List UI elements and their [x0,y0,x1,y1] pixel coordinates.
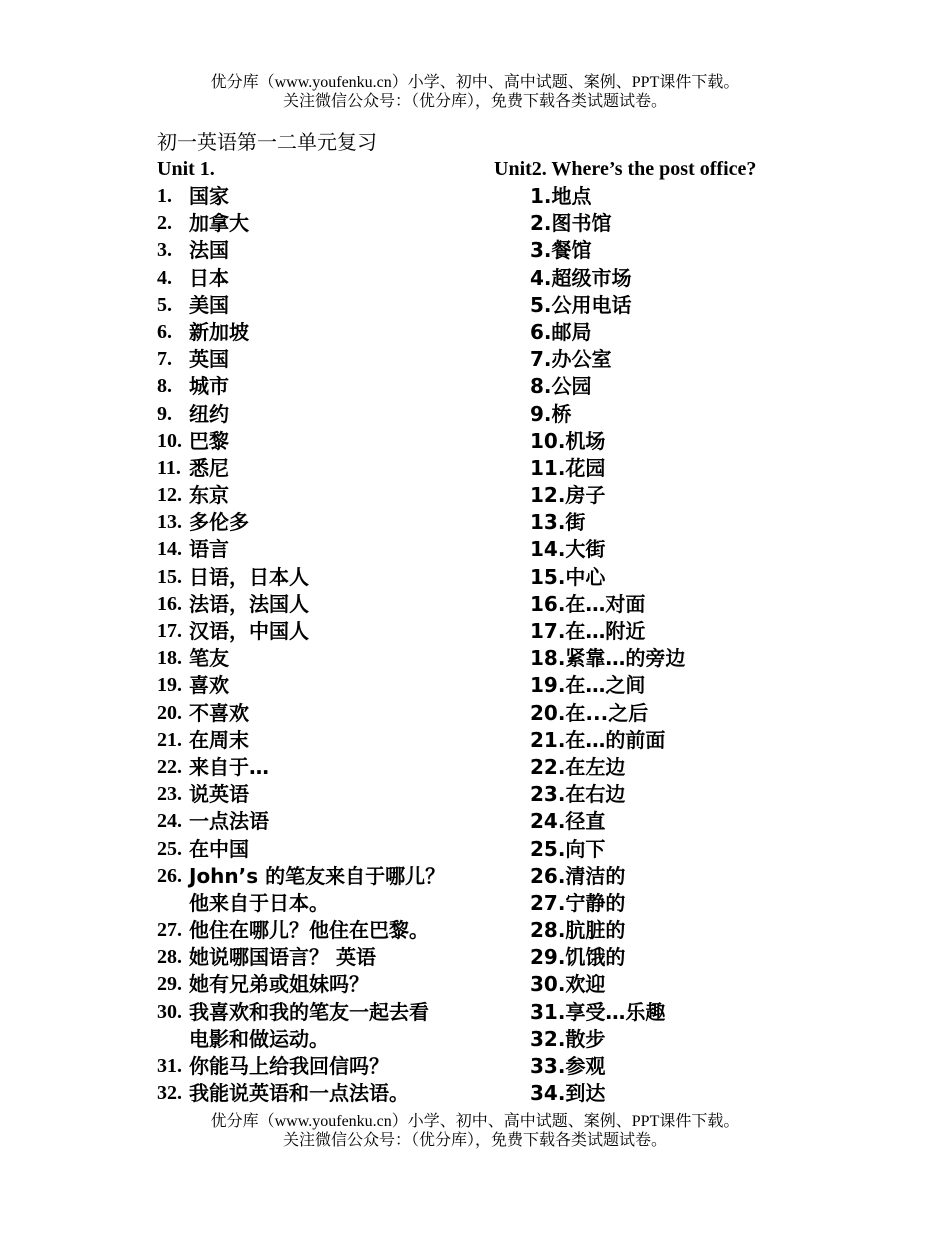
unit1-item-text: 不喜欢 [189,700,249,725]
unit1-item-number: 11. [157,456,181,479]
unit2-list-item: 4.超级市场 [530,265,632,290]
unit1-list-item [157,183,487,210]
unit2-list-item: 24.径直 [530,809,606,834]
unit1-item-text: 我喜欢和我的笔友一起去看 [189,999,429,1024]
unit1-item-number: 5. [157,293,172,316]
unit1-item-text: 新加坡 [189,319,249,344]
unit1-list-item [157,890,487,917]
unit2-list-item: 26.清洁的 [530,863,626,888]
unit1-list-item [157,536,487,563]
unit1-list-item [157,781,487,808]
unit2-list-item: 3.餐馆 [530,238,592,263]
unit1-list-item [157,727,487,754]
unit1-item-number: 32. [157,1082,182,1105]
unit2-list [494,183,914,1107]
unit1-list-item [157,754,487,781]
unit1-item-text: 巴黎 [189,428,229,453]
unit2-list-item: 19.在…之间 [530,673,646,698]
unit1-item-text: 她有兄弟或姐妹吗？ [189,972,369,997]
unit1-list-item [157,346,487,373]
unit2-list-item: 12.房子 [530,483,606,508]
unit1-list-item [157,292,487,319]
unit1-item-number: 22. [157,755,182,778]
unit1-item-text: 我能说英语和一点法语。 [189,1081,409,1106]
unit1-list-item [157,808,487,835]
unit1-list-item [157,836,487,863]
unit1-item-text: 法国 [189,238,229,263]
unit1-list-item [157,509,487,536]
unit1-item-number: 26. [157,864,182,887]
unit1-list-item [157,1080,487,1107]
unit1-item-text: 电影和做运动。 [189,1026,329,1051]
unit1-item-text: 在周末 [189,727,249,752]
footer-banner-line1: 优分库（www.youfenku.cn）小学、初中、高中试题、案例、PPT课件下载。 [210,1113,740,1130]
unit1-item-number: 18. [157,647,182,670]
unit1-item-number: 1. [157,185,172,207]
unit2-list-item: 7.办公室 [530,347,612,372]
unit1-item-number: 25. [157,837,182,860]
unit1-item-text: 汉语，中国人 [189,619,309,643]
unit1-item-text: 日语，日本人 [189,564,309,589]
unit2-list-item: 29.饥饿的 [530,945,626,970]
unit1-item-text: 日本 [189,265,229,290]
document-title: 初一英语第一二单元复习 [157,130,377,154]
unit1-item-text: 在中国 [189,836,249,861]
unit2-list-item: 8.公园 [530,374,592,399]
unit1-item-text: 国家 [189,184,229,208]
unit2-list-item: 16.在…对面 [530,591,646,616]
unit1-list-item [157,999,487,1026]
unit1-item-number: 29. [157,973,182,996]
unit1-list-item [157,319,487,346]
unit1-list [157,183,487,1107]
unit1-item-number: 7. [157,348,172,371]
unit2-list-item: 31.享受…乐趣 [530,999,666,1024]
unit1-item-text: 你能马上给我回信吗？ [189,1054,389,1078]
unit2-list-item: 5.公用电话 [530,292,632,317]
unit2-list-item: 10.机场 [530,428,606,453]
unit2-list-item: 30.欢迎 [530,972,606,997]
unit1-item-text: 东京 [189,483,229,508]
unit1-list-item [157,971,487,998]
unit2-list-item: 1.地点 [530,184,592,208]
unit1-list-item [157,917,487,944]
unit1-item-number: 28. [157,946,182,969]
unit1-item-text: 语言 [189,537,229,562]
unit1-list-item [157,373,487,400]
unit1-item-number: 4. [157,266,172,289]
unit1-item-number: 19. [157,674,182,697]
unit2-list-item: 34.到达 [530,1081,606,1106]
unit2-list-item: 14.大街 [530,537,606,562]
unit1-list-item [157,672,487,699]
unit1-list-item [157,863,487,890]
unit1-item-text: 法语，法国人 [189,591,309,616]
unit1-item-text: 来自于… [189,754,269,779]
unit2-list-item: 6.邮局 [530,319,592,344]
header-banner [0,73,950,111]
unit1-list-item [157,428,487,455]
unit1-list-item [157,265,487,292]
unit1-list-item [157,700,487,727]
unit1-list-item [157,401,487,428]
unit1-item-number: 14. [157,538,182,561]
unit1-item-text: 她说哪国语言？ 英语 [189,945,376,970]
unit1-column [157,156,487,1107]
unit1-list-item [157,1053,487,1080]
unit1-item-number: 3. [157,239,172,262]
unit1-item-number [157,890,189,917]
unit2-list-item: 9.桥 [530,401,572,426]
unit1-list-item [157,482,487,509]
unit1-item-number: 20. [157,701,182,724]
unit1-list-item [157,645,487,672]
unit1-list-item [157,455,487,482]
unit1-item-text: 英国 [189,347,229,372]
unit1-item-number: 12. [157,484,182,507]
unit1-list-item [157,944,487,971]
unit2-list-item: 20.在...之后 [530,700,649,725]
unit1-item-number: 23. [157,783,182,806]
unit2-list-item: 13.街 [530,510,586,535]
unit1-item-number: 8. [157,375,172,398]
unit2-list-item: 23.在右边 [530,782,626,807]
footer-banner-line2: 关注微信公众号：（优分库），免费下载各类试题试卷。 [282,1132,667,1149]
unit1-item-text: 悉尼 [189,455,229,480]
unit2-list-item: 32.散步 [530,1026,606,1051]
unit2-list-item: 18.紧靠…的旁边 [530,646,686,671]
unit2-list-item: 11.花园 [530,455,606,480]
unit1-item-number [157,1026,189,1053]
unit1-item-number: 31. [157,1055,182,1077]
unit2-list-item: 2.图书馆 [530,211,612,236]
unit2-list-item: 22.在左边 [530,754,626,779]
unit1-item-text: 多伦多 [189,510,249,535]
unit2-list-item: 27.宁静的 [530,890,626,915]
unit1-heading: Unit 1. [157,158,215,180]
unit1-list-item [157,564,487,591]
unit1-item-number: 2. [157,212,172,235]
unit1-item-number: 15. [157,565,182,588]
unit1-item-number: 6. [157,320,172,343]
unit1-item-text: 城市 [189,374,229,399]
unit1-list-item [157,591,487,618]
unit1-item-number: 13. [157,511,182,534]
unit2-list-item: 33.参观 [530,1054,606,1078]
unit1-item-text: 他来自于日本。 [189,890,329,915]
unit1-item-text: 加拿大 [189,211,249,236]
footer-banner [0,1112,950,1150]
unit1-list-item [157,1026,487,1053]
unit2-list-item: 17.在…附近 [530,619,646,643]
unit2-column [494,156,914,1107]
unit1-item-number: 17. [157,620,182,642]
unit1-item-text: John’s 的笔友来自于哪儿？ [189,863,446,888]
header-banner-line1: 优分库（www.youfenku.cn）小学、初中、高中试题、案例、PPT课件下载。 [210,74,740,91]
unit1-item-number: 27. [157,919,182,942]
unit2-list-item: 15.中心 [530,564,606,589]
header-banner-line2: 关注微信公众号：（优分库），免费下载各类试题试卷。 [282,93,667,110]
unit1-item-text: 一点法语 [189,809,269,834]
unit2-heading: Unit2. Where’s the post office? [494,158,757,180]
unit1-item-text: 纽约 [189,401,229,426]
unit1-item-number: 24. [157,810,182,833]
unit2-list-item: 28.肮脏的 [530,918,626,943]
unit1-item-number: 9. [157,402,172,425]
unit1-item-text: 美国 [189,292,229,317]
unit1-item-text: 笔友 [189,646,229,671]
unit2-list-item: 25.向下 [530,836,606,861]
unit1-item-number: 10. [157,429,182,452]
unit1-list-item [157,210,487,237]
unit1-item-number: 30. [157,1000,182,1023]
unit1-item-text: 说英语 [189,782,249,807]
unit1-list-item [157,618,487,645]
unit1-item-number: 16. [157,592,182,615]
unit1-item-number: 21. [157,728,182,751]
unit1-item-text: 喜欢 [189,673,229,698]
unit1-item-text: 他住在哪儿？他住在巴黎。 [189,918,429,943]
unit1-list-item [157,237,487,264]
unit2-list-item: 21.在…的前面 [530,727,666,752]
